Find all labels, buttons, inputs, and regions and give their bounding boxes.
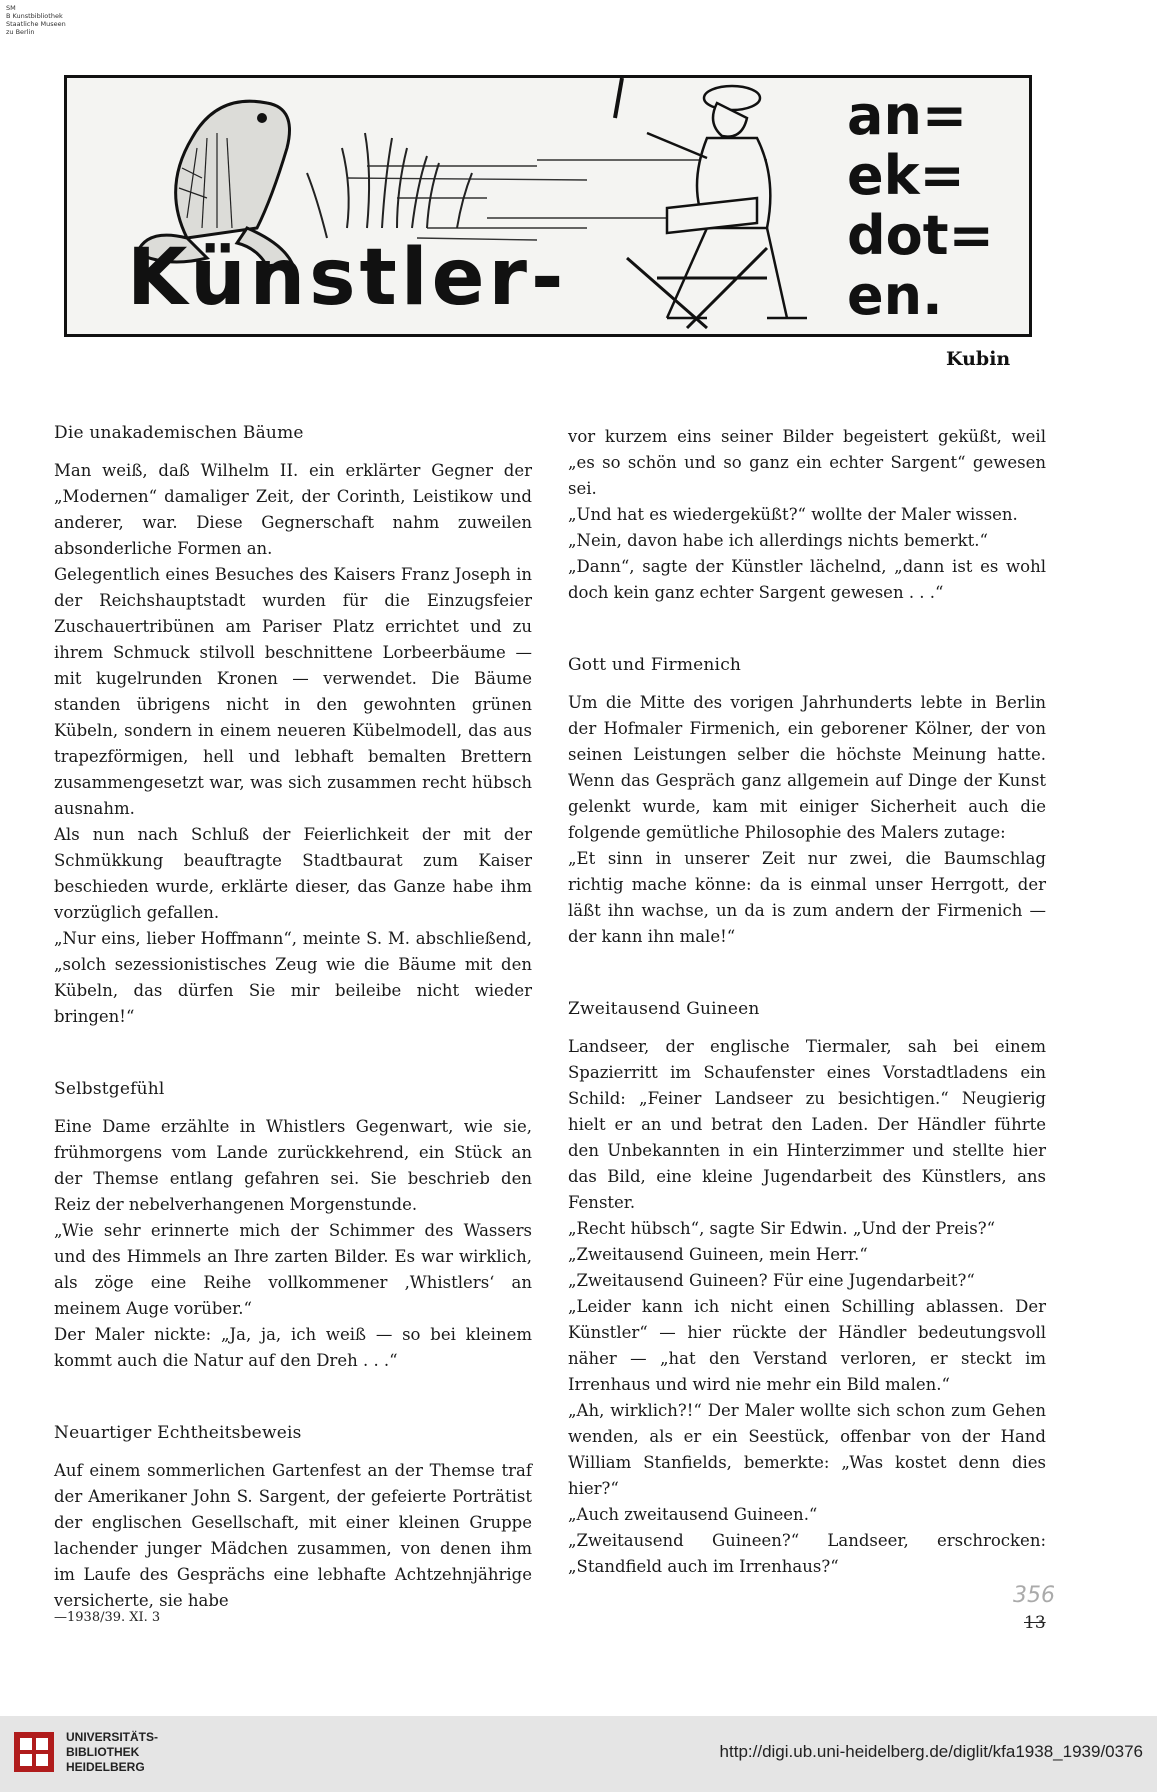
article-paragraph: „Nein, davon habe ich allerdings nichts bemerkt.“	[568, 531, 988, 550]
article-paragraph: Landseer, der englische Tiermaler, sah bei einem Spazierritt im Schaufenster eines Vorstadtladens ein Schild: „Feiner Landseer zu besichtigen.“ Neugierig hielt er an und betrat den Laden. Der Händler führte den Unbekannten in ein Hinterzimmer und stellte hier das Bild, eine kleine Jugendarbeit des Künstlers, ans Fenster.	[568, 1037, 1046, 1212]
article-heading: Die unakademischen Bäume	[54, 423, 304, 443]
article-unakademische-baeume	[54, 420, 532, 1030]
title-illustration	[64, 75, 1032, 337]
article-paragraph: „Et sinn in unserer Zeit nur zwei, die Baumschlag richtig mache könne: da is einmal unser Herrgott, der läßt ihn wachse, un da is zum andern der Firmenich — der kann ihn male!“	[568, 849, 1046, 946]
article-paragraph: Gelegentlich eines Besuches des Kaisers Franz Joseph in der Reichshauptstadt wurden für die Einzugsfeier Zuschauertribünen am Pariser Platz errichtet und zu ihrem Schmuck stilvoll beschnittene Lorbeerbäume — mit kugelrunden Kronen — verwendet. Die Bäume standen übrigens nicht in den gewohnten grünen Kübeln, sondern in einem neueren Kübelmodell, das aus trapezförmigen, hell und lebhaft bemalten Brettern zusammengesetzt war, was sich zusammen recht hübsch ausnahm.	[54, 565, 532, 818]
artist-signature: Kubin	[946, 348, 1011, 370]
article-paragraph: Als nun nach Schluß der Feierlichkeit der mit der Schmükkung beauftragte Stadtbaurat zum Kaiser beschieden wurde, erklärte dieser, das Ganze habe ihm vorzüglich gefallen.	[54, 825, 532, 922]
article-paragraph: „Dann“, sagte der Künstler lächelnd, „dann ist es wohl doch kein ganz echter Sargent gewesen . . .“	[568, 557, 1046, 602]
issue-marker: —1938/39. XI. 3	[54, 1610, 161, 1625]
article-gott-und-firmenich	[568, 652, 1046, 950]
banner-line: en.	[847, 264, 943, 327]
banner-right-lines	[847, 86, 994, 326]
article-heading: Gott und Firmenich	[568, 655, 742, 675]
article-zweitausend-guineen	[568, 996, 1046, 1580]
article-paragraph: Auf einem sommerlichen Gartenfest an der Themse traf der Amerikaner John S. Sargent, der gefeierte Porträtist der englischen Gesellschaft, mit einer kleinen Gruppe lachender junger Mädchen zusammen, von denen ihm im Laufe des Gesprächs eine lebhafte Achtzehnjährige versicherte, sie habe	[54, 1461, 532, 1610]
article-paragraph: „Nur eins, lieber Hoffmann“, meinte S. M. abschließend, „solch sezessionistisches Zeug wie die Bäume mit den Kübeln, das dürfen Sie mir beileibe nicht wieder bringen!“	[54, 929, 532, 1026]
article-paragraph: „Zweitausend Guineen? Für eine Jugendarbeit?“	[568, 1271, 975, 1290]
banner-line: an=	[847, 84, 968, 147]
library-stamp	[6, 4, 126, 36]
frog-eye	[257, 113, 267, 123]
right-column	[568, 424, 1046, 1626]
stamp-line: zu Berlin	[6, 28, 35, 36]
university-logo-icon	[12, 1730, 56, 1774]
article-paragraph: „Zweitausend Guineen?“ Landseer, erschrocken: „Standfield auch im Irrenhaus?“	[568, 1531, 1046, 1576]
institution-name[interactable]	[66, 1730, 158, 1775]
article-echtheitsbeweis	[54, 1420, 532, 1614]
article-selbstgefuehl	[54, 1076, 532, 1374]
article-paragraph: „Leider kann ich nicht einen Schilling ablassen. Der Künstler“ — hier rückte der Händler bedeutungsvoll näher — „hat den Verstand verloren, er steckt im Irrenhaus und wird nie mehr ein Bild malen.“	[568, 1297, 1046, 1394]
article-paragraph: Der Maler nickte: „Ja, ja, ich weiß — so bei kleinem kommt auch die Natur auf den Dreh . . .“	[54, 1325, 532, 1370]
institution-line: BIBLIOTHEK	[66, 1745, 140, 1759]
article-paragraph: „Wie sehr erinnerte mich der Schimmer des Wassers und des Himmels an Ihre zarten Bilder. Es war wirklich, als zöge eine Reihe vollkommener ‚Whistlers‘ an meinem Auge vorüber.“	[54, 1221, 532, 1318]
left-column	[54, 420, 532, 1660]
article-echtheitsbeweis-continued	[568, 424, 1046, 606]
article-heading: Zweitausend Guineen	[568, 999, 760, 1019]
stamp-line: SM	[6, 4, 16, 12]
article-paragraph: Eine Dame erzählte in Whistlers Gegenwart, wie sie, frühmorgens vom Lande zurückkehrend, ein Stück an der Themse entlang gefahren sei. Sie beschrieb den Reiz der nebelverhangenen Morgenstunde.	[54, 1117, 532, 1214]
document-url-link[interactable]: http://digi.ub.uni-heidelberg.de/diglit/kfa1938_1939/0376	[719, 1742, 1143, 1761]
banner-line: dot=	[847, 204, 994, 267]
article-heading: Selbstgefühl	[54, 1079, 165, 1099]
institution-line: UNIVERSITÄTS-	[66, 1730, 159, 1744]
article-paragraph: vor kurzem eins seiner Bilder begeistert geküßt, weil „es so schön und so ganz ein echter Sargent“ gewesen sei.	[568, 427, 1046, 498]
stamp-line: Staatliche Museen	[6, 20, 66, 28]
banner-line: ek=	[847, 144, 965, 207]
viewer-footer-bar	[0, 1716, 1157, 1792]
article-paragraph: „Auch zweitausend Guineen.“	[568, 1505, 818, 1524]
article-paragraph: „Und hat es wiedergeküßt?“ wollte der Maler wissen.	[568, 505, 1018, 524]
article-paragraph: „Ah, wirklich?!“ Der Maler wollte sich schon zum Gehen wenden, als er ein Seestück, offenbar von der Hand William Stanfields, bemerkte: „Was kostet denn dies hier?“	[568, 1401, 1046, 1498]
article-paragraph: „Zweitausend Guineen, mein Herr.“	[568, 1245, 868, 1264]
institution-line: HEIDELBERG	[66, 1760, 145, 1774]
article-paragraph: Um die Mitte des vorigen Jahrhunderts lebte in Berlin der Hofmaler Firmenich, ein geborener Kölner, der von seinen Leistungen selber die höchste Meinung hatte. Wenn das Gespräch ganz allgemein auf Dinge der Kunst gelenkt wurde, kam mit einiger Sicherheit auch die folgende gemütliche Philosophie des Malers zutage:	[568, 693, 1046, 842]
article-heading: Neuartiger Echtheitsbeweis	[54, 1423, 302, 1443]
article-paragraph: Man weiß, daß Wilhelm II. ein erklärter Gegner der „Modernen“ damaliger Zeit, der Corinth, Leistikow und anderer, war. Diese Gegnerschaft nahm zuweilen absonderliche Formen an.	[54, 461, 532, 558]
stamp-line: B Kunstbibliothek	[6, 12, 63, 20]
banner-title: Künstler-	[127, 233, 568, 323]
paintbrush	[615, 78, 622, 118]
pencil-page-number: 356	[1013, 1583, 1055, 1608]
page-number: 13	[1024, 1613, 1046, 1633]
article-paragraph: „Recht hübsch“, sagte Sir Edwin. „Und der Preis?“	[568, 1219, 996, 1238]
